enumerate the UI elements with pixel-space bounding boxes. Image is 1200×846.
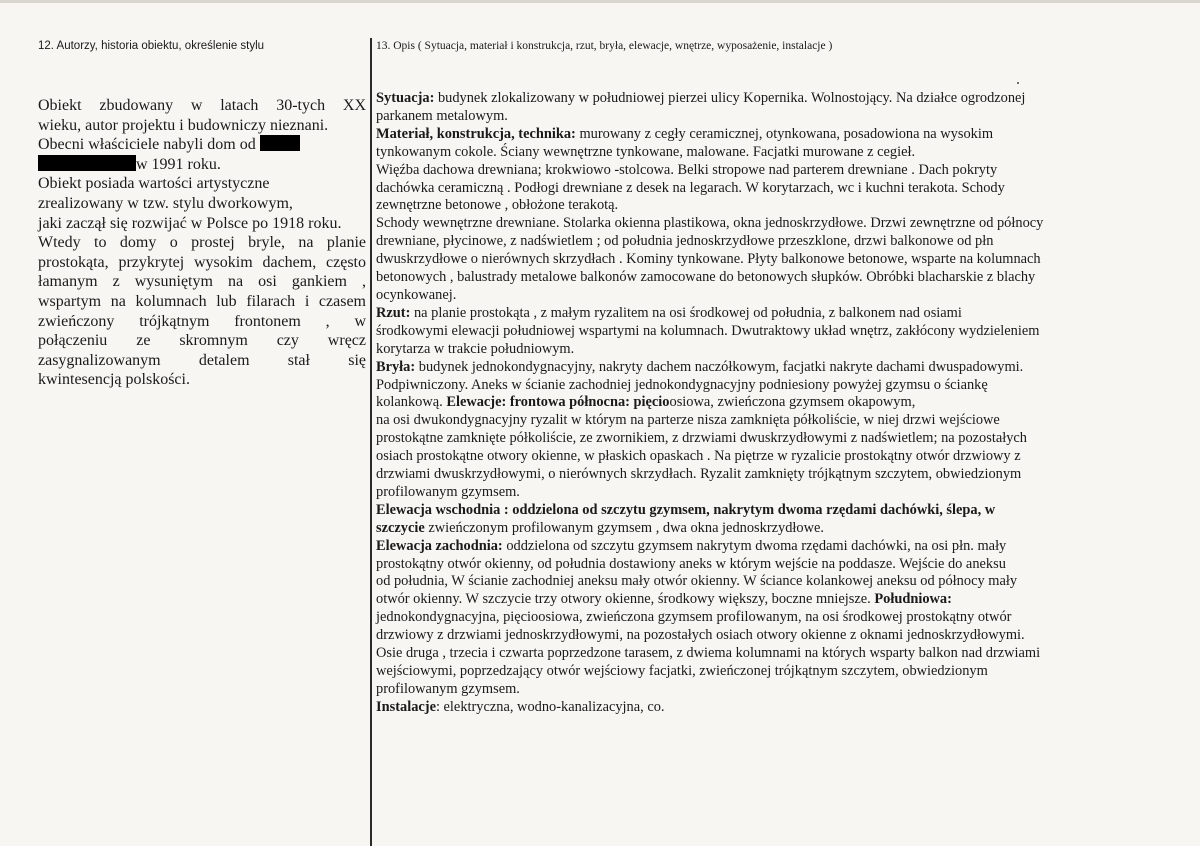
history-line: zasygnalizowanym detalem stał się	[38, 351, 366, 369]
description-line: od południa, W ścianie zachodniej aneksu mały otwór okienny. W ściance kolankowej aneksu od północy mały	[376, 573, 1018, 590]
description-line: profilowanym gzymsem.	[376, 680, 520, 697]
label-bryla: Bryła:	[376, 358, 416, 375]
history-line-text: Obecni właściciele nabyli dom od	[38, 136, 256, 154]
description-line	[376, 90, 1180, 108]
text: murowany z cegły ceramicznej, otynkowana, posadowiona na wysokim	[575, 125, 994, 142]
label-elewacja-wschodnia: Elewacja wschodnia : oddzielona od szczytu gzymsem, nakrytym dwoma rzędami dachówki, ślepa, w	[376, 501, 996, 518]
description-line: drzwiami dwuskrzydłowymi, o nierównych skrzydłach. Ryzalit zamknięty trójkątnym szczytem, obwiedzionym	[376, 466, 1022, 483]
text: kolankową.	[376, 394, 447, 411]
description-line: prostokątne zamknięte półkoliście, ze zwornikiem, z drzwiami dwuskrzydłowymi z nadświetlem; na pozostałych	[376, 430, 1027, 447]
section-12-header: 12. Autorzy, historia obiektu, określenie stylu	[38, 40, 265, 52]
description-line: Podpiwniczony. Aneks w ścianie zachodniej jednokondygnacyjny podniesiony powyżej gzymsu o ściankę	[376, 376, 988, 393]
history-line: kwintesencją polskości.	[38, 371, 190, 389]
description-line	[376, 538, 1180, 556]
text: oddzielona od szczytu gzymsem nakrytym dwoma rzędami dachówki, na osi płn. mały	[502, 537, 1007, 554]
description-line	[376, 359, 1180, 377]
text: budynek jednokondygnacyjny, nakryty dachem naczółkowym, facjatki nakryte dachami dwuspadowymi.	[415, 358, 1024, 375]
label-elewacje-frontowa: Elewacje: frontowa północna: pięcio	[446, 394, 670, 411]
text: : elektryczna, wodno-kanalizacyjna, co.	[435, 698, 665, 715]
description-line: Więźba dachowa drewniana; krokwiowo -stolcowa. Belki stropowe nad parterem drewniane . Dach pokryty	[376, 161, 998, 178]
description-line	[376, 305, 1180, 323]
history-line: Obiekt zbudowany w latach 30-tych XX	[38, 97, 366, 114]
label-elewacja-zachodnia: Elewacja zachodnia:	[376, 537, 503, 554]
description-line: Schody wewnętrzne drewniane. Stolarka okienna plastikowa, okna jednoskrzydłowe. Drzwi zewnętrzne od północy	[376, 215, 1044, 232]
description-line: parkanem metalowym.	[376, 107, 508, 124]
text: na planie prostokąta , z małym ryzalitem na osi środkowej od południa, z balkonem nad osiami	[410, 304, 962, 321]
redaction-block	[260, 135, 300, 151]
description-line: tynkowanym cokole. Ściany wewnętrzne tynkowane, malowane. Facjatki murowane z cegieł.	[376, 143, 916, 160]
description-line: środkowymi elewacji południowej wspartymi na kolumnach. Dwutraktowy układ wnętrz, zakłócony wydzieleniem	[376, 322, 1040, 339]
label-poludniowa: Południowa:	[874, 591, 952, 608]
label-rzut: Rzut:	[376, 304, 411, 321]
history-text	[38, 96, 366, 390]
description-line: dwuskrzydłowe o nierównych skrzydłach . Kominy tynkowane. Płyty balkonowe betonowe, wsparte na kolumnach	[376, 251, 1041, 268]
description-line: dachówka ceramiczną . Podłogi drewniane z desek na legarach. W korytarzach, wc i kuchni terakota. Schody	[376, 179, 1005, 196]
description-line: korytarza w trakcie południowym.	[376, 340, 575, 357]
history-line	[38, 155, 366, 175]
history-line: Wtedy to domy o prostej bryle, na planie	[38, 234, 366, 252]
label-sytuacja: Sytuacja:	[376, 90, 435, 106]
page-edge	[0, 0, 1200, 3]
description-line: zewnętrzne betonowe , obłożone terakotą.	[376, 197, 619, 214]
history-line: Obiekt posiada wartości artystyczne	[38, 175, 270, 193]
description-line: betonowych , balustrady metalowe balkonów zamocowane do betonowych słupków. Obróbki blacharskie z blachy	[376, 269, 1036, 286]
description-line: drewniane, płycinowe, z nadświetlem ; od południa jednoskrzydłowe przeszklone, drzwi balkonowe od płn	[376, 233, 994, 250]
description-line	[376, 520, 1180, 538]
description-line: na osi dwukondygnacyjny ryzalit w którym na parterze nisza zamknięta półkoliście, w niej drzwi wejściowe	[376, 412, 1000, 429]
description-line	[376, 394, 1180, 412]
history-line: jaki zaczął się rozwijać w Polsce po 1918 roku.	[38, 214, 342, 232]
description-line: profilowanym gzymsem.	[376, 483, 520, 500]
history-line	[38, 135, 366, 155]
history-line: wieku, autor projektu i budowniczy nieznani.	[38, 116, 329, 134]
description-line: jednokondygnacyjna, pięcioosiowa, zwieńczona gzymsem profilowanym, na osi środkowej prostokątny otwór	[376, 609, 1012, 626]
description-line	[376, 699, 1180, 717]
description-line: Osie druga , trzecia i czwarta poprzedzone tarasem, z dwiema kolumnami na których wsparty balkon nad drzwiami	[376, 645, 1041, 662]
history-line-text: w 1991 roku.	[136, 155, 221, 173]
text: budynek zlokalizowany w południowej pierzei ulicy Kopernika. Wolnostojący. Na działce ogrodzonej	[434, 90, 1026, 106]
label-instalacje: Instalacje	[376, 698, 436, 715]
history-line: wspartym na kolumnach lub filarach i czasem	[38, 292, 366, 310]
description-line: wejściowymi, poprzedzający otwór wejściowy facjatki, zwieńczonej trójkątnym szczytem, obwiedzionym	[376, 663, 988, 679]
section-13-header: 13. Opis ( Sytuacja, materiał i konstrukcja, rzut, bryła, elewacje, wnętrze, wyposażenie, instalacje )	[376, 40, 833, 52]
text: zwieńczonym profilowanym gzymsem , dwa okna jednoskrzydłowe.	[424, 519, 824, 536]
description-line: osiach prostokątne otwory okienne, w płaskich opaskach . Na piętrze w ryzalicie prostokątny otwór drzwiowy z	[376, 448, 1021, 465]
history-line: zwieńczony trójkątnym frontonem , w	[38, 312, 366, 330]
description-line: drzwiowy z drzwiami jednoskrzydłowymi, na pozostałych osiach otwory okienne z oknami jednoskrzydłowymi.	[376, 627, 1025, 644]
description-line: prostokątny otwór okienny, od południa dostawiony aneks w którym wejście na poddasze. Wejście do aneksu	[376, 555, 1006, 572]
text: otwór okienny. W szczycie trzy otwory okienne, środkowy większy, boczne mniejsze.	[376, 591, 875, 608]
description-line	[376, 591, 1180, 609]
description-line: ocynkowanej.	[376, 286, 457, 303]
history-line: połączeniu ze skromnym czy wręcz	[38, 332, 366, 350]
description-line	[376, 126, 1180, 144]
history-line: prostokąta, przykrytej wysokim dachem, często	[38, 253, 366, 271]
column-divider	[370, 38, 372, 846]
text: osiowa, zwieńczona gzymsem okapowym,	[669, 394, 916, 411]
label-material: Materiał, konstrukcja, technika:	[376, 125, 576, 142]
history-line: zrealizowany w tzw. stylu dworkowym,	[38, 194, 293, 212]
speck	[1017, 82, 1019, 84]
label-szczycie: szczycie	[376, 519, 425, 536]
redaction-block	[38, 155, 136, 171]
description-text	[376, 90, 1180, 717]
history-line: łamanym z wysuniętym na osi gankiem ,	[38, 273, 366, 291]
